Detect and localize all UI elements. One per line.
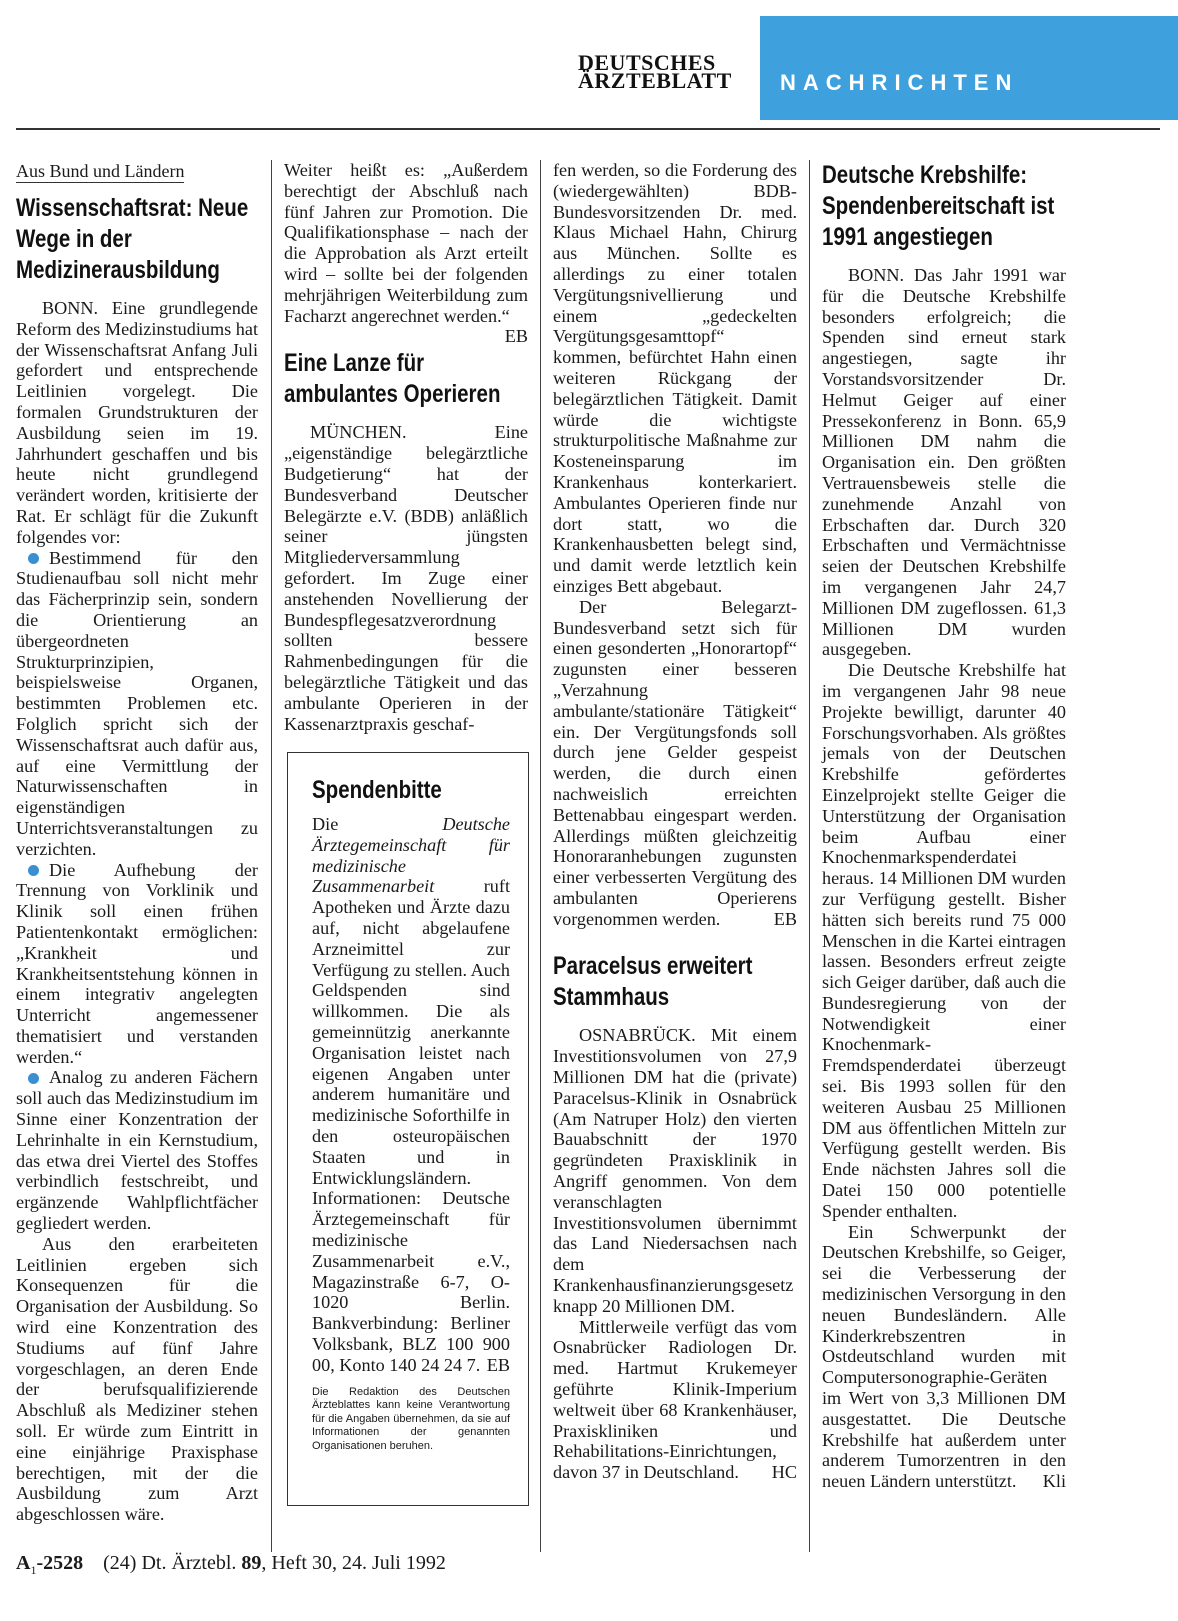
page-number: -2528 (36, 1552, 84, 1574)
section-title: NACHRICHTEN (780, 70, 1019, 95)
article-paragraph: fen werden, so die Forderung des (wiedergewählten) BDB-Bundesvorsitzenden Dr. med. Klaus Michael Hahn, Chirurg aus München. Sollte es allerdings zu einer totalen Vergütungsnivellierung und einem „gedeckelten Vergütungsgesamttopf“ kommen, befürchtet Hahn einen weiteren Rückgang der belegärztlichen Tätigkeit. Damit würde die wichtigste strukturpolitische Maßnahme zur Kosteneinsparung im Krankenhaus konterkariert. Ambulantes Operieren finde nur dort statt, wo die Krankenhausbetten belegt sind, und damit werde letztlich kein einziges Bett abgebaut. (553, 160, 797, 596)
article-headline-wissenschaftsrat: Wissenschaftsrat: Neue Wege in der Medizinerausbildung (16, 194, 249, 284)
spacer (553, 929, 797, 951)
spendenbitte-box (287, 752, 529, 1506)
box-headline: Spendenbitte (312, 776, 442, 804)
article-paragraph: Mittlerweile verfügt das vom Osnabrücker Radiologen Dr. med. Hartmut Krukemeyer geführte Klinik-Imperium weltweit über 68 Krankenhäuser, Praxiskliniken und Rehabilitations-Einrichtungen, davon 37 in Deutschland. HC (553, 1316, 797, 1483)
disclaimer: Die Redaktion des Deutschen Ärzteblattes kann keine Verantwortung für die Angaben übernehmen, da sie auf Informationen der genannten Organisationen beruhen. (312, 1385, 510, 1452)
article-paragraph: Der Belegarzt-Bundesverband setzt sich für einen gesonderten „Honorartopf“ zugunsten einer besseren „Verzahnung ambulante/stationäre Tätigkeit“ ein. Der Vergütungsfonds soll durch jene Gelder gespeist werden, die durch einen nachweislich erreichten Bettenabbau eingespart werden. Allerdings müßten gleichzeitig Honoraranhebungen zugunsten einer verbesserten Vergütung des ambulanten Operierens vorgenommen werden. EB (553, 596, 797, 929)
author-signature: EB (504, 326, 528, 347)
author-signature: EB (486, 1354, 510, 1375)
logo-line-1: DEUTSCHES (578, 50, 716, 75)
box-paragraph: Die Deutsche Ärztegemeinschaft für medizinische Zusammenarbeit ruft Apotheken und Ärzte dazu auf, nicht abgelaufene Arzneimittel zur Verfügung zu stellen. Auch Geldspenden sind willkommen. Die als gemeinnützig anerkannte Organisation leistet nach eigenen Angaben unter anderem humanitäre und medizinische Soforthilfe in den osteuropäischen Staaten und in Entwicklungsländern. Informationen: Deutsche Ärztegemeinschaft für medizinische Zusammenarbeit e.V., Magazinstraße 6-7, O-1020 Berlin. Bankverbindung: Berliner Volksbank, BLZ 100 900 00, Konto 140 24 24 7. EB (312, 814, 510, 1375)
article-paragraph: Weiter heißt es: „Außerdem berechtigt der Abschluß nach fünf Jahren zur Promotion. Die Qualifikationsphase – nach der die Approbation als Arzt erteilt wird – sollte bei der folgenden mehrjährigen Weiterbildung zum Facharzt angerechnet werden.“ EB (284, 160, 528, 347)
logo-line-2: ÄRZTEBLATT (578, 68, 732, 93)
column-2 (284, 160, 528, 734)
column-divider (809, 160, 810, 1552)
author-signature: Kli (1042, 1471, 1066, 1492)
column-divider (540, 160, 541, 1552)
article-paragraph: Die Deutsche Krebshilfe hat im vergangenen Jahr 98 neue Projekte bewilligt, darunter 40 Forschungsvorhaben. Als größtes jemals von der Deutschen Krebshilfe gefördertes Einzelprojekt stellte Geiger die Unterstützung der Organisation beim Aufbau einer Knochenmarkspenderdatei heraus. 14 Millionen DM wurden zur Verfügung gestellt. Bisher hätten sich bereits rund 75 000 Menschen in die Kartei eintragen lassen. Besonders erfreut zeigte sich Geiger darüber, daß auch die Bundesregierung von der Notwendigkeit einer Knochenmark-Fremdspenderdatei überzeugt sei. Bis 1993 sollen für den weiteren Ausbau 25 Millionen DM aus öffentlichen Mitteln zur Verfügung gestellt werden. Bis Ende nächsten Jahres soll die Datei 150 000 potentielle Spender enthalten. (822, 660, 1066, 1221)
section-band (760, 16, 1178, 120)
article-headline-lanze: Eine Lanze für ambulantes Operieren (284, 349, 501, 409)
article-paragraph: BONN. Das Jahr 1991 war für die Deutsche Krebshilfe besonders erfolgreich; die Spenden sind erneut stark angestiegen, sagte ihr Vorstandsvorsitzender Dr. Helmut Geiger auf einer Pressekonferenz in Bonn. 65,9 Millionen DM nahm die Organisation ein. Den größten Vertrauensbeweis stelle die zunehmende Anzahl von Erbschaften dar. Durch 320 Erbschaften und Vermächtnisse seien der Deutschen Krebshilfe im vergangenen Jahr 24,7 Millionen DM zugeflossen. 61,3 Millionen DM wurden ausgegeben. (822, 265, 1066, 660)
article-paragraph: BONN. Eine grundlegende Reform des Medizinstudiums hat der Wissenschaftsrat Anfang Juli gefordert und entsprechende Leitlinien vorgelegt. Die formalen Grundstrukturen der Ausbildung seien im 19. Jahrhundert geschaffen und bis heute nicht grundlegend verändert worden, kritisierte der Rat. Er schlägt für die Zukunft folgendes vor: (16, 298, 258, 547)
rubric: Aus Bund und Ländern (16, 161, 185, 181)
bullet-dot-icon (28, 865, 39, 876)
column-3 (553, 160, 797, 1483)
article-headline-krebshilfe: Deutsche Krebshilfe: Spendenbereitschaft ist 1991 angestiegen (822, 161, 1055, 251)
page-letter: A (16, 1552, 31, 1574)
bullet-item: Die Aufhebung der Trennung von Vorklinik und Klinik soll einen frühen Patientenkontakt ermöglichen: „Krankheit und Krankheitsentstehung können in einem integrativ angelegten Unterricht angemessener thematisiert und verstanden werden.“ (16, 859, 258, 1067)
bullet-item: Analog zu anderen Fächern soll auch das Medizinstudium im Sinne einer Konzentration der Lehrinhalte in ein Kernstudium, das etwa drei Viertel des Stoffes verbindlich festschreibt, und ergänzende Wahlpflichtfächer gegliedert werden. (16, 1067, 258, 1234)
bullet-item: Bestimmend für den Studienaufbau soll nicht mehr das Fächerprinzip sein, sondern die Orientierung an übergeordneten Strukturprinzipien, beispielsweise Organen, bestimmten Problemen etc. Folglich spricht sich der Wissenschaftsrat auch dafür aus, auf eine Vermittlung der Naturwissenschaften in eigenständigen Unterrichtsveranstaltungen zu verzichten. (16, 547, 258, 859)
article-paragraph: OSNABRÜCK. Mit einem Investitionsvolumen von 27,9 Millionen DM hat die (private) Paracelsus-Klinik in Osnabrück (Am Natruper Holz) den vierten Bauabschnitt der 1970 gegründeten Praxisklinik in Angriff genommen. Von dem veranschlagten Investitionsvolumen übernimmt das Land Niedersachsen nach dem Krankenhausfinanzierungsgesetz knapp 20 Millionen DM. (553, 1025, 797, 1316)
volume-number: 89 (241, 1552, 262, 1574)
author-signature: HC (771, 1462, 797, 1483)
article-paragraph: MÜNCHEN. Eine „eigenständige belegärztliche Budgetierung“ hat der Bundesverband Deutscher Belegärzte e.V. (BDB) anläßlich seiner jüngsten Mitgliederversammlung gefordert. Im Zuge einer anstehenden Novellierung der Bundespflegesatzverordnung sollten bessere Rahmenbedingungen für die belegärztliche Tätigkeit und das ambulante Operieren in der Kassenarztpraxis geschaf- (284, 422, 528, 734)
citation-issue: , Heft 30, 24. Juli 1992 (261, 1552, 446, 1574)
article-paragraph: Aus den erarbeiteten Leitlinien ergeben sich Konsequenzen für die Organisation der Ausbildung. So wird eine Konzentration des Studiums auf fünf Jahre vorgeschlagen, an deren Ende der berufsqualifizierende Abschluß als Mediziner stehen soll. Er würde zum Eintritt in eine einjährige Praxisphase berechtigen, mit der die Ausbildung zum Arzt abgeschlossen wäre. (16, 1233, 258, 1525)
column-4 (822, 160, 1066, 1492)
citation: (24) Dt. Ärztebl. (103, 1552, 242, 1574)
article-paragraph: Ein Schwerpunkt der Deutschen Krebshilfe, so Geiger, sei die Verbesserung der medizinischen Versorgung in den neuen Bundesländern. Alle Kinderkrebszentren in Ostdeutschland wurden mit Computersonographie-Geräten im Wert von 3,3 Millionen DM ausgestattet. Die Deutsche Krebshilfe hat außerdem unter anderem Tumorzentren in den neuen Ländern unterstützt. Kli (822, 1221, 1066, 1492)
journal-logo (578, 50, 748, 93)
page-letter-subscript: 1 (30, 1563, 37, 1577)
spacer (284, 326, 528, 348)
column-1 (16, 160, 258, 1525)
article-headline-paracelsus: Paracelsus erweitert Stammhaus (553, 952, 753, 1012)
bullet-dot-icon (28, 553, 39, 564)
header-rule (16, 128, 1160, 130)
column-divider (271, 160, 272, 1552)
page-footer (16, 1552, 446, 1578)
bullet-dot-icon (28, 1073, 39, 1084)
author-signature: EB (773, 908, 797, 929)
